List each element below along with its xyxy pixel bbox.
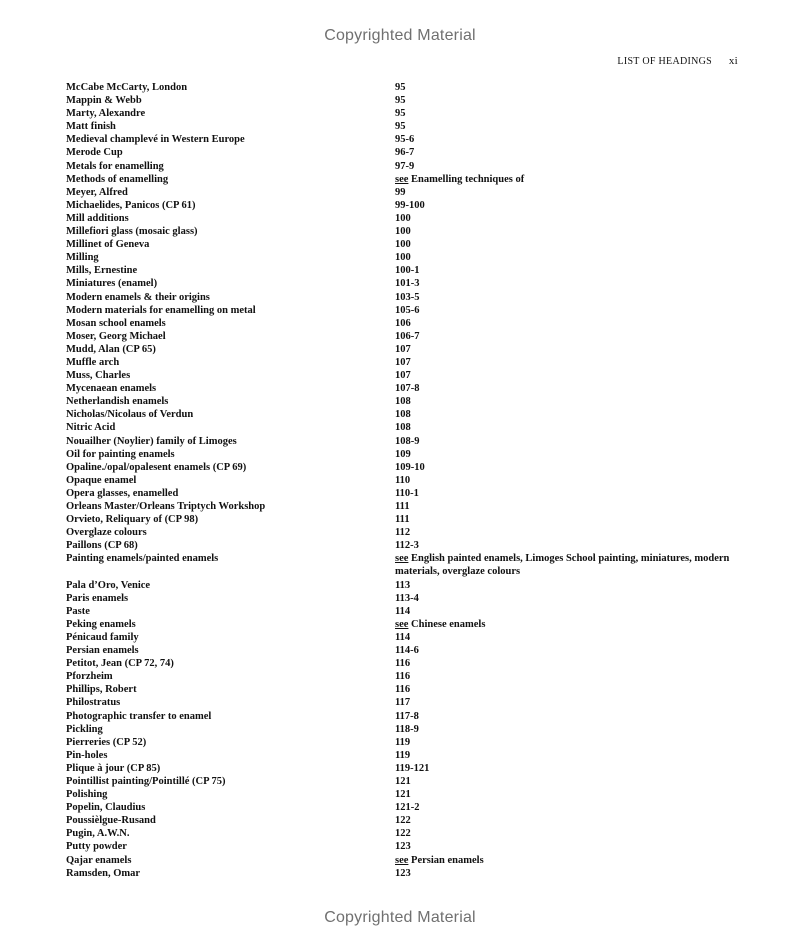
index-entry (66, 775, 746, 788)
index-pages (395, 539, 746, 552)
page-reference: 95 (395, 108, 406, 120)
index-pages (395, 448, 746, 461)
index-entry (66, 814, 746, 827)
index-term: Opaque enamel (66, 474, 137, 486)
index-entry (66, 840, 746, 853)
page-reference: Chinese enamels (408, 618, 486, 630)
page-reference: 121 (395, 775, 411, 787)
see-reference: see (395, 173, 409, 185)
page-reference: 107 (395, 370, 411, 382)
page-reference: 97-9 (395, 160, 415, 172)
index-term: Putty powder (66, 841, 127, 853)
index-pages (395, 461, 746, 474)
index-entry (66, 592, 746, 605)
index-entry (66, 827, 746, 840)
index-term: Miniatures (enamel) (66, 278, 158, 290)
index-entry (66, 382, 746, 395)
index-term: Oil for painting enamels (66, 448, 175, 460)
index-pages (395, 395, 746, 408)
page-reference: 114 (395, 631, 411, 643)
index-pages (395, 814, 746, 827)
index-entry (66, 343, 746, 356)
index-entry (66, 618, 746, 631)
index-pages (395, 487, 746, 500)
index-term: Pointillist painting/Pointillé (CP 75) (66, 775, 226, 787)
index-entry (66, 199, 746, 212)
index-entry (66, 225, 746, 238)
index-pages (395, 552, 746, 578)
index-term: Paris enamels (66, 592, 129, 604)
index-term: Painting enamels/painted enamels (66, 553, 219, 565)
index-entry (66, 474, 746, 487)
index-pages (395, 146, 746, 159)
index-term: Pala d’Oro, Venice (66, 579, 151, 591)
page-reference: 100-1 (395, 265, 420, 277)
page-reference: 116 (395, 684, 411, 696)
index-pages (395, 605, 746, 618)
index-entry (66, 749, 746, 762)
index-entry (66, 552, 746, 578)
index-term: Nouailher (Noylier) family of Limoges (66, 435, 237, 447)
index-entry (66, 251, 746, 264)
index-term: Peking enamels (66, 618, 136, 630)
index-term: Photographic transfer to enamel (66, 710, 212, 722)
page-reference: 103-5 (395, 291, 420, 303)
index-entry (66, 710, 746, 723)
index-entry (66, 631, 746, 644)
index-entry (66, 81, 746, 94)
page-reference: 95 (395, 95, 406, 107)
page-reference: 99-100 (395, 199, 425, 211)
index-pages (395, 775, 746, 788)
page-reference: 117-8 (395, 710, 419, 722)
index-pages (395, 304, 746, 317)
page-reference: Persian enamels (408, 854, 484, 866)
index-pages (395, 657, 746, 670)
page-reference: 108 (395, 422, 411, 434)
page-reference: 109-10 (395, 461, 425, 473)
page-reference: 95 (395, 82, 406, 93)
index-entry (66, 683, 746, 696)
page-reference: 105-6 (395, 304, 420, 316)
page-reference: 122 (395, 815, 411, 827)
index-term: Pénicaud family (66, 631, 139, 643)
index-entry (66, 291, 746, 304)
index-term: Polishing (66, 789, 108, 801)
index-pages (395, 369, 746, 382)
index-pages (395, 199, 746, 212)
index-entry (66, 513, 746, 526)
watermark-top: Copyrighted Material (324, 27, 476, 44)
index-term: Muss, Charles (66, 370, 131, 382)
index-term: Qajar enamels (66, 854, 132, 866)
index-entry (66, 107, 746, 120)
index-term: Matt finish (66, 121, 116, 133)
index-entry (66, 487, 746, 500)
page-reference: 95-6 (395, 134, 415, 146)
index-term: Medieval champlevé in Western Europe (66, 134, 245, 146)
index-term: Overglaze colours (66, 527, 147, 539)
index-term: Mappin & Webb (66, 95, 142, 107)
index-term: Paillons (CP 68) (66, 540, 138, 552)
page-reference: 114 (395, 605, 411, 617)
index-pages (395, 723, 746, 736)
index-term: Michaelides, Panicos (CP 61) (66, 199, 196, 211)
index-term: Mill additions (66, 212, 129, 224)
page-reference: 113-4 (395, 592, 419, 604)
index-entry (66, 867, 746, 880)
index-pages (395, 840, 746, 853)
page-reference: 114-6 (395, 645, 419, 657)
page-reference: 100 (395, 252, 411, 264)
page-reference: 121-2 (395, 802, 420, 814)
index-entry (66, 762, 746, 775)
page-reference: 123 (395, 841, 411, 853)
index-term: Opaline./opal/opalesent enamels (CP 69) (66, 461, 247, 473)
index-term: Pin-holes (66, 749, 108, 761)
index-term: Moser, Georg Michael (66, 330, 166, 342)
index-term: Pugin, A.W.N. (66, 828, 130, 840)
index-term: Persian enamels (66, 645, 139, 657)
index-term: Pickling (66, 723, 103, 735)
index-pages (395, 500, 746, 513)
page-reference: 99 (395, 186, 406, 198)
page-reference: 107-8 (395, 383, 420, 395)
index-entry (66, 160, 746, 173)
index-term: Philostratus (66, 697, 121, 709)
see-reference: see (395, 618, 409, 630)
page-reference: 108 (395, 409, 411, 421)
running-head-title: LIST OF HEADINGS (617, 56, 713, 67)
index-entry (66, 500, 746, 513)
index-pages (395, 81, 746, 94)
index-pages (395, 382, 746, 395)
page-reference: 112 (395, 527, 411, 539)
page-reference: 116 (395, 658, 411, 670)
index-pages (395, 579, 746, 592)
page-reference: 106-7 (395, 330, 420, 342)
page-reference: 107 (395, 356, 411, 368)
page-reference: 108 (395, 396, 411, 408)
index-term: Petitot, Jean (CP 72, 74) (66, 658, 174, 670)
index-entry (66, 408, 746, 421)
index-term: Ramsden, Omar (66, 867, 141, 879)
index-term: Marty, Alexandre (66, 108, 146, 120)
index-pages (395, 160, 746, 173)
index-entry (66, 696, 746, 709)
index-term: Metals for enamelling (66, 160, 164, 172)
page-reference: 108-9 (395, 435, 420, 447)
index-pages (395, 801, 746, 814)
index-term: Milling (66, 252, 99, 264)
index-entry (66, 788, 746, 801)
index-term: Meyer, Alfred (66, 186, 128, 198)
index-pages (395, 291, 746, 304)
index-term: Modern materials for enamelling on metal (66, 304, 256, 316)
page-reference: 95 (395, 121, 406, 133)
index-term: Poussièlgue-Rusand (66, 815, 156, 827)
index-pages (395, 356, 746, 369)
index-pages (395, 120, 746, 133)
page-reference: 109 (395, 448, 411, 460)
index-pages (395, 526, 746, 539)
page-reference: 123 (395, 867, 411, 879)
index-pages (395, 133, 746, 146)
index-entry (66, 723, 746, 736)
index-term: Popelin, Claudius (66, 802, 146, 814)
index-term: Millefiori glass (mosaic glass) (66, 226, 198, 238)
index-term: Opera glasses, enamelled (66, 487, 179, 499)
index-pages (395, 827, 746, 840)
index-term: Netherlandish enamels (66, 396, 169, 408)
index-pages (395, 788, 746, 801)
index-term: Muffle arch (66, 356, 120, 368)
index-pages (395, 212, 746, 225)
index-entry (66, 526, 746, 539)
index-entry (66, 317, 746, 330)
index-entry (66, 120, 746, 133)
index-entry (66, 264, 746, 277)
index-pages (395, 317, 746, 330)
index-entry (66, 356, 746, 369)
index-term: Mycenaean enamels (66, 383, 157, 395)
index-term: Phillips, Robert (66, 684, 137, 696)
index-term: Nitric Acid (66, 422, 116, 434)
index-term: Millinet of Geneva (66, 239, 150, 251)
page-reference: 112-3 (395, 540, 419, 552)
index-pages (395, 173, 746, 186)
page-reference: 119 (395, 736, 411, 748)
index-entry (66, 605, 746, 618)
index-entry (66, 448, 746, 461)
see-reference: see (395, 854, 409, 866)
index-entry (66, 277, 746, 290)
index-pages (395, 107, 746, 120)
index-pages (395, 94, 746, 107)
index-entry (66, 435, 746, 448)
index-pages (395, 513, 746, 526)
index-pages (395, 618, 746, 631)
index-term: Modern enamels & their origins (66, 291, 210, 303)
index-entry (66, 644, 746, 657)
index-term: Orvieto, Reliquary of (CP 98) (66, 514, 199, 526)
index-pages (395, 736, 746, 749)
index-entry (66, 173, 746, 186)
index-term: Pierreries (CP 52) (66, 736, 147, 748)
page-reference: 107 (395, 343, 411, 355)
page-number: xi (728, 55, 738, 67)
index-term: McCabe McCarty, London (66, 82, 188, 93)
see-reference: see (395, 553, 409, 565)
index-entry (66, 186, 746, 199)
index-pages (395, 592, 746, 605)
page-reference: 119 (395, 749, 411, 761)
index-entry (66, 579, 746, 592)
index-pages (395, 330, 746, 343)
page-reference: 122 (395, 828, 411, 840)
index-pages (395, 408, 746, 421)
index-entry (66, 461, 746, 474)
index-entry (66, 212, 746, 225)
index-pages (395, 251, 746, 264)
index-entry (66, 238, 746, 251)
index-entry (66, 421, 746, 434)
index-pages (395, 644, 746, 657)
running-head (617, 55, 738, 67)
page-reference: 100 (395, 239, 411, 251)
page-reference: 111 (395, 514, 410, 526)
index-entry (66, 801, 746, 814)
page-reference: 96-7 (395, 147, 415, 159)
index-pages (395, 238, 746, 251)
index-pages (395, 762, 746, 775)
index-term: Mills, Ernestine (66, 265, 138, 277)
watermark-bottom: Copyrighted Material (324, 909, 476, 926)
index-pages (395, 867, 746, 880)
page-reference: Enamelling techniques of (408, 173, 525, 185)
index-term: Pforzheim (66, 671, 113, 683)
index-pages (395, 277, 746, 290)
index-list (66, 81, 746, 880)
index-term: Methods of enamelling (66, 173, 169, 185)
index-pages (395, 474, 746, 487)
page-reference: 100 (395, 212, 411, 224)
index-pages (395, 264, 746, 277)
index-pages (395, 683, 746, 696)
page-reference: 113 (395, 579, 411, 591)
index-entry (66, 94, 746, 107)
index-pages (395, 710, 746, 723)
page-reference: 110 (395, 474, 411, 486)
page-reference: English painted enamels, Limoges School painting, miniatures, modern materials, overglaze colours (395, 553, 730, 578)
page-reference: 101-3 (395, 278, 420, 290)
page-reference: 119-121 (395, 762, 430, 774)
index-entry (66, 369, 746, 382)
index-term: Mosan school enamels (66, 317, 166, 329)
index-pages (395, 421, 746, 434)
index-pages (395, 186, 746, 199)
index-pages (395, 343, 746, 356)
page-reference: 118-9 (395, 723, 419, 735)
index-term: Nicholas/Nicolaus of Verdun (66, 409, 194, 421)
index-entry (66, 670, 746, 683)
index-entry (66, 395, 746, 408)
index-entry (66, 736, 746, 749)
index-pages (395, 696, 746, 709)
index-pages (395, 854, 746, 867)
page-reference: 111 (395, 501, 410, 512)
page-reference: 117 (395, 697, 411, 709)
index-term: Paste (66, 605, 90, 617)
index-pages (395, 670, 746, 683)
index-term: Mudd, Alan (CP 65) (66, 343, 156, 355)
page-reference: 110-1 (395, 487, 419, 499)
index-entry (66, 146, 746, 159)
index-pages (395, 435, 746, 448)
index-entry (66, 330, 746, 343)
index-pages (395, 749, 746, 762)
index-term: Orleans Master/Orleans Triptych Workshop (66, 501, 266, 512)
index-entry (66, 854, 746, 867)
index-pages (395, 225, 746, 238)
index-entry (66, 304, 746, 317)
index-term: Plique à jour (CP 85) (66, 762, 161, 774)
index-pages (395, 631, 746, 644)
page-reference: 106 (395, 317, 411, 329)
page-reference: 116 (395, 671, 411, 683)
index-entry (66, 539, 746, 552)
page-reference: 100 (395, 226, 411, 238)
index-entry (66, 133, 746, 146)
index-entry (66, 657, 746, 670)
index-term: Merode Cup (66, 147, 123, 159)
page-reference: 121 (395, 789, 411, 801)
